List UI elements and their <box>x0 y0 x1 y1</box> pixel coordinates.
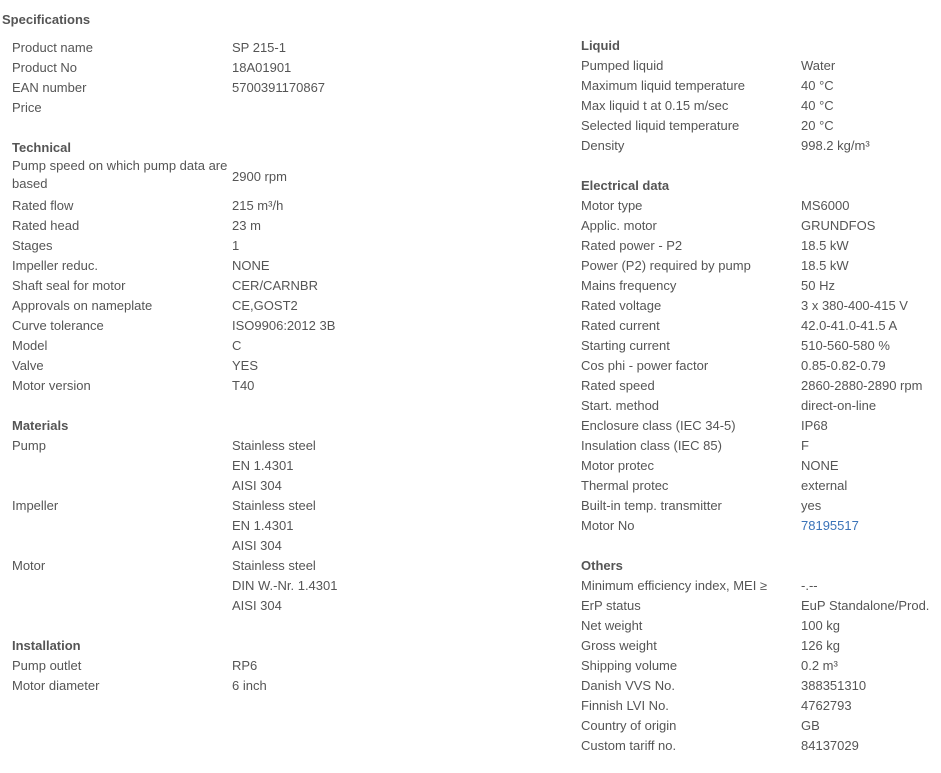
spec-label: Applic. motor <box>581 218 657 233</box>
spec-value: 23 m <box>232 218 261 233</box>
spec-label: Danish VVS No. <box>581 678 675 693</box>
spec-label: Motor version <box>12 378 91 393</box>
spec-label: Starting current <box>581 338 670 353</box>
spec-label: Rated current <box>581 318 660 333</box>
spec-value: 1 <box>232 238 240 253</box>
spec-value: CE,GOST2 <box>232 298 298 313</box>
spec-value: Stainless steel <box>232 558 316 573</box>
spec-value: IP68 <box>801 418 828 433</box>
spec-label: Motor type <box>581 198 643 213</box>
spec-label: Country of origin <box>581 718 677 733</box>
spec-value: AISI 304 <box>232 538 282 553</box>
spec-label: Rated voltage <box>581 298 662 313</box>
spec-value: 84137029 <box>801 738 859 753</box>
page-title: Specifications <box>2 12 91 27</box>
spec-label: Pump outlet <box>12 658 82 673</box>
spec-value: 50 Hz <box>801 278 835 293</box>
spec-value: NONE <box>232 258 270 273</box>
spec-label: Net weight <box>581 618 643 633</box>
spec-value: 998.2 kg/m³ <box>801 138 870 153</box>
spec-value: 510-560-580 % <box>801 338 890 353</box>
spec-value: Stainless steel <box>232 498 316 513</box>
spec-label: Shaft seal for motor <box>12 278 126 293</box>
spec-label: Price <box>12 100 42 115</box>
spec-value: direct-on-line <box>801 398 877 413</box>
spec-value: DIN W.-Nr. 1.4301 <box>232 578 338 593</box>
spec-value: 0.2 m³ <box>801 658 838 673</box>
spec-value: 0.85-0.82-0.79 <box>801 358 886 373</box>
spec-value: yes <box>801 498 822 513</box>
spec-label: ErP status <box>581 598 641 613</box>
spec-value: AISI 304 <box>232 598 282 613</box>
spec-label: Rated power - P2 <box>581 238 683 253</box>
spec-label: Enclosure class (IEC 34-5) <box>581 418 736 433</box>
spec-value: GRUNDFOS <box>801 218 876 233</box>
spec-value: GB <box>801 718 820 733</box>
spec-value: F <box>801 438 809 453</box>
spec-label: Built-in temp. transmitter <box>581 498 722 513</box>
spec-label: Start. method <box>581 398 660 413</box>
spec-label: Valve <box>12 358 44 373</box>
spec-value: 40 °C <box>801 78 834 93</box>
spec-label: Motor diameter <box>12 678 100 693</box>
spec-label: Motor protec <box>581 458 654 473</box>
spec-value: external <box>801 478 848 493</box>
spec-label: Curve tolerance <box>12 318 104 333</box>
spec-label: Stages <box>12 238 53 253</box>
section-title-installation: Installation <box>12 638 81 653</box>
spec-value: MS6000 <box>801 198 850 213</box>
spec-label: Rated speed <box>581 378 655 393</box>
spec-value: YES <box>232 358 259 373</box>
section-title-liquid: Liquid <box>581 38 620 53</box>
spec-value: Water <box>801 58 836 73</box>
spec-label: Finnish LVI No. <box>581 698 669 713</box>
spec-label: Impeller reduc. <box>12 258 98 273</box>
spec-value: 18.5 kW <box>801 238 849 253</box>
spec-value: 2900 rpm <box>232 169 287 184</box>
spec-value: 388351310 <box>801 678 867 693</box>
spec-value: 40 °C <box>801 98 834 113</box>
spec-value: -.-- <box>801 578 818 593</box>
spec-label: Insulation class (IEC 85) <box>581 438 722 453</box>
spec-label: Custom tariff no. <box>581 738 677 753</box>
spec-value: 18.5 kW <box>801 258 849 273</box>
spec-label: Max liquid t at 0.15 m/sec <box>581 98 729 113</box>
spec-label: Product name <box>12 40 93 55</box>
spec-value: EN 1.4301 <box>232 458 294 473</box>
section-title-electrical: Electrical data <box>581 178 670 193</box>
spec-value: CER/CARNBR <box>232 278 318 293</box>
spec-value: T40 <box>232 378 255 393</box>
spec-value: AISI 304 <box>232 478 282 493</box>
spec-value: 3 x 380-400-415 V <box>801 298 908 313</box>
spec-value: 4762793 <box>801 698 852 713</box>
motor-no-link[interactable]: 78195517 <box>801 518 859 533</box>
spec-label: Minimum efficiency index, MEI ≥ <box>581 578 768 593</box>
spec-label: Shipping volume <box>581 658 678 673</box>
spec-label: Selected liquid temperature <box>581 118 740 133</box>
spec-label: Pump speed on which pump data are based <box>12 158 228 191</box>
section-title-technical: Technical <box>12 140 72 155</box>
spec-label: Impeller <box>12 498 59 513</box>
spec-label: Rated head <box>12 218 80 233</box>
spec-value: Stainless steel <box>232 438 316 453</box>
spec-value: 126 kg <box>801 638 841 653</box>
spec-label: Pumped liquid <box>581 58 664 73</box>
spec-label: Thermal protec <box>581 478 669 493</box>
spec-label: Product No <box>12 60 78 75</box>
spec-value: RP6 <box>232 658 258 673</box>
spec-label: Rated flow <box>12 198 74 213</box>
spec-label: Approvals on nameplate <box>12 298 153 313</box>
spec-value: 18A01901 <box>232 60 292 75</box>
spec-value: 20 °C <box>801 118 834 133</box>
spec-label: Maximum liquid temperature <box>581 78 746 93</box>
spec-label: Power (P2) required by pump <box>581 258 751 273</box>
spec-label: Pump <box>12 438 46 453</box>
spec-label: Model <box>12 338 48 353</box>
section-title-materials: Materials <box>12 418 69 433</box>
spec-value: 100 kg <box>801 618 841 633</box>
spec-value: EN 1.4301 <box>232 518 294 533</box>
spec-value: ISO9906:2012 3B <box>232 318 336 333</box>
spec-value: SP 215-1 <box>232 40 286 55</box>
spec-label: Motor No <box>581 518 635 533</box>
spec-label: Motor <box>12 558 46 573</box>
spec-label: Density <box>581 138 625 153</box>
section-title-others: Others <box>581 558 623 573</box>
spec-value: 5700391170867 <box>232 80 326 95</box>
spec-value: 6 inch <box>232 678 267 693</box>
spec-value: 2860-2880-2890 rpm <box>801 378 923 393</box>
spec-value: EuP Standalone/Prod. <box>801 598 930 613</box>
spec-value: 42.0-41.0-41.5 A <box>801 318 898 333</box>
spec-value: C <box>232 338 242 353</box>
spec-label: Gross weight <box>581 638 657 653</box>
spec-value: 215 m³/h <box>232 198 284 213</box>
spec-value: NONE <box>801 458 839 473</box>
spec-label: EAN number <box>12 80 87 95</box>
spec-label: Mains frequency <box>581 278 677 293</box>
spec-label: Cos phi - power factor <box>581 358 709 373</box>
